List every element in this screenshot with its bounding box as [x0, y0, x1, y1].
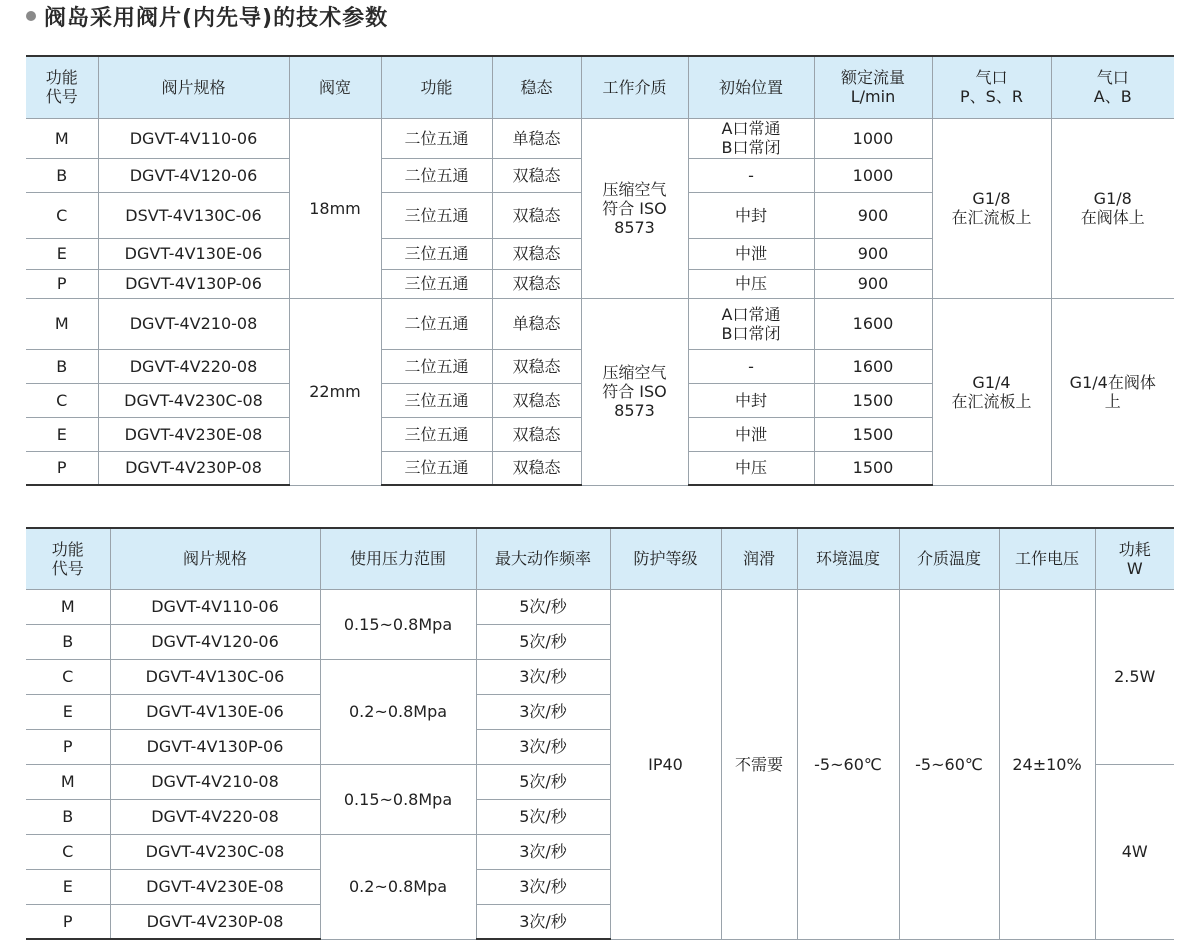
function-cell: 二位五通: [381, 298, 492, 349]
spec-cell: DGVT-4V130P-06: [98, 269, 289, 298]
valve-parameters-table: [26, 55, 1174, 486]
spec-cell: DGVT-4V120-06: [110, 624, 320, 659]
function-cell: 三位五通: [381, 192, 492, 238]
steady-cell: 双稳态: [492, 349, 581, 383]
page-title: 阀岛采用阀片(内先导)的技术参数: [44, 6, 389, 31]
steady-cell: 双稳态: [492, 158, 581, 192]
frequency-cell: 5次/秒: [476, 589, 610, 624]
initial-cell: 中泄: [688, 417, 814, 451]
function-cell: 三位五通: [381, 238, 492, 269]
frequency-cell: 3次/秒: [476, 694, 610, 729]
steady-cell: 单稳态: [492, 118, 581, 158]
width-cell: 18mm: [289, 118, 381, 298]
initial-cell: 中泄: [688, 238, 814, 269]
code-cell: M: [26, 764, 110, 799]
flow-cell: 900: [814, 269, 932, 298]
frequency-cell: 3次/秒: [476, 729, 610, 764]
ambient-temp-cell: -5~60℃: [797, 589, 899, 939]
code-cell: M: [26, 298, 98, 349]
section-header: [0, 0, 1200, 40]
port-ab-cell: G1/4在阀体 上: [1051, 298, 1174, 485]
header-protection: 防护等级: [610, 528, 721, 589]
steady-cell: 双稳态: [492, 269, 581, 298]
frequency-cell: 5次/秒: [476, 799, 610, 834]
width-cell: 22mm: [289, 298, 381, 485]
port-psr-cell: G1/4 在汇流板上: [932, 298, 1051, 485]
table-row: [26, 298, 1174, 349]
function-cell: 三位五通: [381, 451, 492, 485]
header-power: 功耗 W: [1095, 528, 1174, 589]
header-port-ab: 气口 A、B: [1051, 56, 1174, 118]
steady-cell: 双稳态: [492, 192, 581, 238]
spec-cell: DGVT-4V120-06: [98, 158, 289, 192]
code-cell: E: [26, 694, 110, 729]
electrical-parameters-table: [26, 527, 1174, 940]
function-cell: 二位五通: [381, 118, 492, 158]
flow-cell: 1600: [814, 349, 932, 383]
table-row: [26, 589, 1174, 624]
initial-cell: A口常通 B口常闭: [688, 298, 814, 349]
code-cell: B: [26, 624, 110, 659]
code-cell: E: [26, 869, 110, 904]
spec-cell: DGVT-4V230P-08: [98, 451, 289, 485]
steady-cell: 单稳态: [492, 298, 581, 349]
initial-cell: -: [688, 158, 814, 192]
port-psr-cell: G1/8 在汇流板上: [932, 118, 1051, 298]
medium-cell: 压缩空气 符合 ISO 8573: [581, 298, 688, 485]
function-cell: 二位五通: [381, 158, 492, 192]
header-spec: 阀片规格: [98, 56, 289, 118]
spec-cell: DSVT-4V130C-06: [98, 192, 289, 238]
port-ab-cell: G1/8 在阀体上: [1051, 118, 1174, 298]
pressure-cell: 0.2~0.8Mpa: [320, 659, 476, 764]
flow-cell: 1500: [814, 417, 932, 451]
header-pressure: 使用压力范围: [320, 528, 476, 589]
spec-cell: DGVT-4V110-06: [110, 589, 320, 624]
spec-cell: DGVT-4V130P-06: [110, 729, 320, 764]
spec-cell: DGVT-4V130E-06: [98, 238, 289, 269]
flow-cell: 900: [814, 238, 932, 269]
spec-cell: DGVT-4V230E-08: [110, 869, 320, 904]
header-code: 功能 代号: [26, 528, 110, 589]
pressure-cell: 0.2~0.8Mpa: [320, 834, 476, 939]
header-voltage: 工作电压: [999, 528, 1095, 589]
initial-cell: 中压: [688, 451, 814, 485]
header-code: 功能 代号: [26, 56, 98, 118]
function-cell: 三位五通: [381, 383, 492, 417]
frequency-cell: 3次/秒: [476, 834, 610, 869]
header-lubrication: 润滑: [721, 528, 797, 589]
code-cell: P: [26, 269, 98, 298]
initial-cell: -: [688, 349, 814, 383]
spec-cell: DGVT-4V210-08: [98, 298, 289, 349]
code-cell: C: [26, 659, 110, 694]
spec-cell: DGVT-4V230C-08: [98, 383, 289, 417]
voltage-cell: 24±10%: [999, 589, 1095, 939]
spec-cell: DGVT-4V220-08: [98, 349, 289, 383]
flow-cell: 900: [814, 192, 932, 238]
power-cell: 2.5W: [1095, 589, 1174, 764]
medium-temp-cell: -5~60℃: [899, 589, 999, 939]
header-flow: 额定流量 L/min: [814, 56, 932, 118]
code-cell: M: [26, 118, 98, 158]
steady-cell: 双稳态: [492, 383, 581, 417]
header-ambient-temp: 环境温度: [797, 528, 899, 589]
header-function: 功能: [381, 56, 492, 118]
table-row: [26, 118, 1174, 158]
table-header-row: [26, 56, 1174, 118]
function-cell: 三位五通: [381, 417, 492, 451]
flow-cell: 1500: [814, 383, 932, 417]
protection-cell: IP40: [610, 589, 721, 939]
code-cell: M: [26, 589, 110, 624]
code-cell: B: [26, 799, 110, 834]
spec-cell: DGVT-4V210-08: [110, 764, 320, 799]
pressure-cell: 0.15~0.8Mpa: [320, 589, 476, 659]
flow-cell: 1000: [814, 118, 932, 158]
spec-cell: DGVT-4V130C-06: [110, 659, 320, 694]
header-initial: 初始位置: [688, 56, 814, 118]
code-cell: C: [26, 834, 110, 869]
steady-cell: 双稳态: [492, 238, 581, 269]
bullet-icon: [26, 11, 36, 21]
header-steady: 稳态: [492, 56, 581, 118]
steady-cell: 双稳态: [492, 451, 581, 485]
flow-cell: 1600: [814, 298, 932, 349]
code-cell: P: [26, 904, 110, 939]
code-cell: E: [26, 417, 98, 451]
function-cell: 三位五通: [381, 269, 492, 298]
frequency-cell: 3次/秒: [476, 869, 610, 904]
code-cell: P: [26, 451, 98, 485]
power-cell: 4W: [1095, 764, 1174, 939]
code-cell: B: [26, 158, 98, 192]
frequency-cell: 3次/秒: [476, 659, 610, 694]
header-port-psr: 气口 P、S、R: [932, 56, 1051, 118]
code-cell: C: [26, 192, 98, 238]
lubrication-cell: 不需要: [721, 589, 797, 939]
spec-cell: DGVT-4V220-08: [110, 799, 320, 834]
steady-cell: 双稳态: [492, 417, 581, 451]
frequency-cell: 3次/秒: [476, 904, 610, 939]
header-medium: 工作介质: [581, 56, 688, 118]
code-cell: C: [26, 383, 98, 417]
flow-cell: 1500: [814, 451, 932, 485]
code-cell: E: [26, 238, 98, 269]
initial-cell: A口常通 B口常闭: [688, 118, 814, 158]
code-cell: P: [26, 729, 110, 764]
spec-cell: DGVT-4V230P-08: [110, 904, 320, 939]
spec-cell: DGVT-4V130E-06: [110, 694, 320, 729]
code-cell: B: [26, 349, 98, 383]
table-header-row: [26, 528, 1174, 589]
header-frequency: 最大动作频率: [476, 528, 610, 589]
spec-cell: DGVT-4V230C-08: [110, 834, 320, 869]
frequency-cell: 5次/秒: [476, 764, 610, 799]
initial-cell: 中封: [688, 383, 814, 417]
pressure-cell: 0.15~0.8Mpa: [320, 764, 476, 834]
function-cell: 二位五通: [381, 349, 492, 383]
medium-cell: 压缩空气 符合 ISO 8573: [581, 118, 688, 298]
initial-cell: 中封: [688, 192, 814, 238]
header-width: 阀宽: [289, 56, 381, 118]
flow-cell: 1000: [814, 158, 932, 192]
frequency-cell: 5次/秒: [476, 624, 610, 659]
spec-cell: DGVT-4V230E-08: [98, 417, 289, 451]
header-spec: 阀片规格: [110, 528, 320, 589]
header-medium-temp: 介质温度: [899, 528, 999, 589]
spec-cell: DGVT-4V110-06: [98, 118, 289, 158]
initial-cell: 中压: [688, 269, 814, 298]
